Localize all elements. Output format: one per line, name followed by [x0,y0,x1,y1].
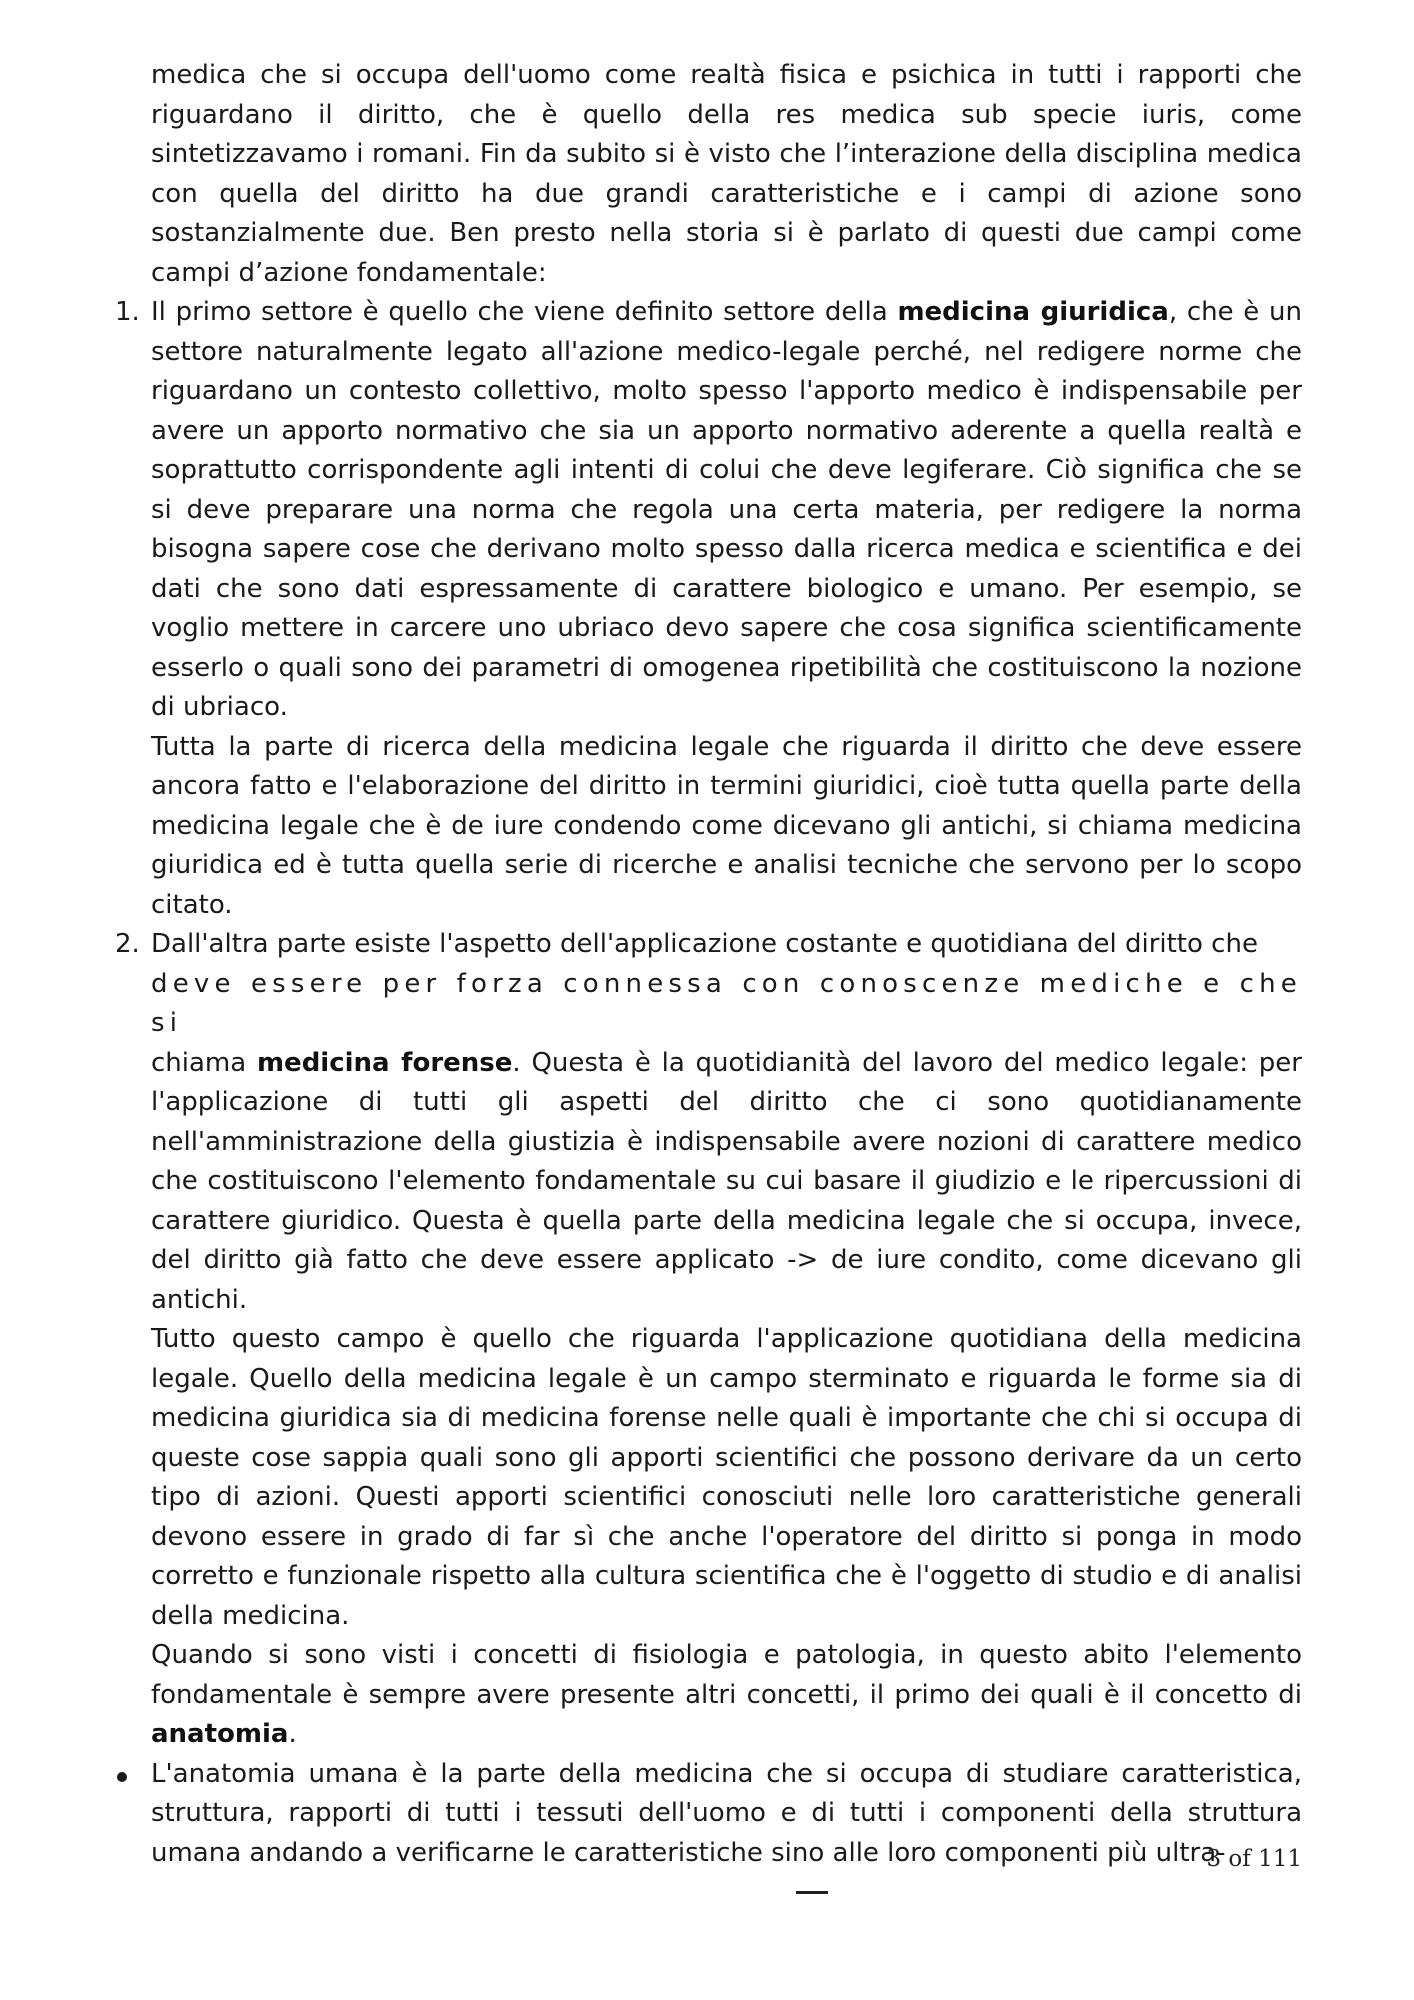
item-text-rest: , che è un settore naturalmente legato all'azione medico-legale perché, nel redigere norme che riguardano un contesto collettivo, molto spesso l'apporto medico è indispensabile per avere un apporto normativo che sia un apporto normativo aderente a quella realtà e soprattutto corrispondente agli intenti di colui che deve legiferare. Ciò significa che se si deve preparare una norma che regola una certa materia, per redigere la norma bisogna sapere cose che derivano molto spesso dalla ricerca medica e scientifica e dei dati che sono dati espressamente di carattere biologico e umano. Per esempio, se voglio mettere in carcere uno ubriaco devo sapere che cosa significa scientificamente esserlo o quali sono dei parametri di omogenea ripetibilità che costituiscono la nozione di ubriaco. [151,297,1302,722]
item-text-rest: . Questa è la quotidianità del lavoro del medico legale: per l'applicazione di tutti gli aspetti del diritto che ci sono quotidianamente nell'amministrazione della giustizia è indispensabile avere nozioni di carattere medico che costituiscono l'elemento fondamentale su cui basare il giudizio e le ripercussioni di carattere giuridico. Questa è quella parte della medicina legale che si occupa, invece, del diritto già fatto che deve essere applicato -> de iure condito, come dicevano gli antichi. [151,1047,1302,1315]
term-medicina-giuridica: medicina giuridica [897,297,1169,327]
list-item-medicina-forense [115,925,1302,1755]
para3-text: Quando si sono visti i concetti di fisiologia e patologia, in questo abito l'elemento fondamentale è sempre avere presente altri concetti, il primo dei quali è il concetto di [151,1640,1302,1710]
term-anatomia: anatomia [151,1719,289,1749]
item-paragraph [151,293,1302,728]
item-text-start: chiama [151,1047,257,1078]
list-marker: 1. [115,297,140,327]
list-item-medicina-giuridica [115,293,1302,925]
item-text-start: Il primo settore è quello che viene definito settore della [151,297,898,327]
item-line-2-spaced: deve essere per forza connessa con conoscenze mediche e che si [151,968,1302,1038]
footer-divider [796,1891,828,1894]
item-paragraph [151,1044,1302,1321]
term-medicina-forense: medicina forense [256,1047,513,1078]
page-number: 3 of 111 [1206,1846,1302,1872]
item-paragraph-3 [151,1636,1302,1755]
list-marker: 2. [115,929,140,959]
item-paragraph-2: Tutto questo campo è quello che riguarda l'applicazione quotidiana della medicina legale. Quello della medicina legale è un campo sterminato e riguarda le forme sia di medicina giuridica sia di medicina forense nelle quali è importante che chi si occupa di queste cose sappia quali sono gli apporti scientifici che possono derivare da un certo tipo di azioni. Questi apporti scientifici conosciuti nelle loro caratteristiche generali devono essere in grado di far sì che anche l'operatore del diritto si ponga in modo corretto e funzionale rispetto alla cultura scientifica che è l'oggetto di studio e di analisi della medicina. [151,1324,1302,1631]
item-line-1: Dall'altra parte esiste l'aspetto dell'applicazione costante e quotidiana del diritto che [151,929,1258,959]
bullet-paragraph: L'anatomia umana è la parte della medicina che si occupa di studiare caratteristica, struttura, rapporti di tutti i tessuti dell'uomo e di tutti i componenti della struttura umana andando a verificarne le caratteristiche sino alle loro componenti più ultra- [151,1758,1302,1868]
document-page [115,56,1302,1873]
bullet-item-anatomia [151,1755,1302,1874]
item-paragraph-2: Tutta la parte di ricerca della medicina legale che riguarda il diritto che deve essere ancora fatto e l'elaborazione del diritto in termini giuridici, cioè tutta quella parte della medicina legale che è de iure condendo come dicevano gli antichi, si chiama medicina giuridica ed è tutta quella serie di ricerche e analisi tecniche che servono per lo scopo citato. [151,731,1302,920]
intro-paragraph: medica che si occupa dell'uomo come realtà fisica e psichica in tutti i rapporti che riguardano il diritto, che è quello della res medica sub specie iuris, come sintetizzavamo i romani. Fin da subito si è visto che l’interazione della disciplina medica con quella del diritto ha due grandi caratteristiche e i campi di azione sono sostanzialmente due. Ben presto nella storia si è parlato di questi due campi come campi d’azione fondamentale: [151,60,1302,288]
para3-end: . [288,1719,297,1749]
bullet-icon [117,1772,127,1782]
